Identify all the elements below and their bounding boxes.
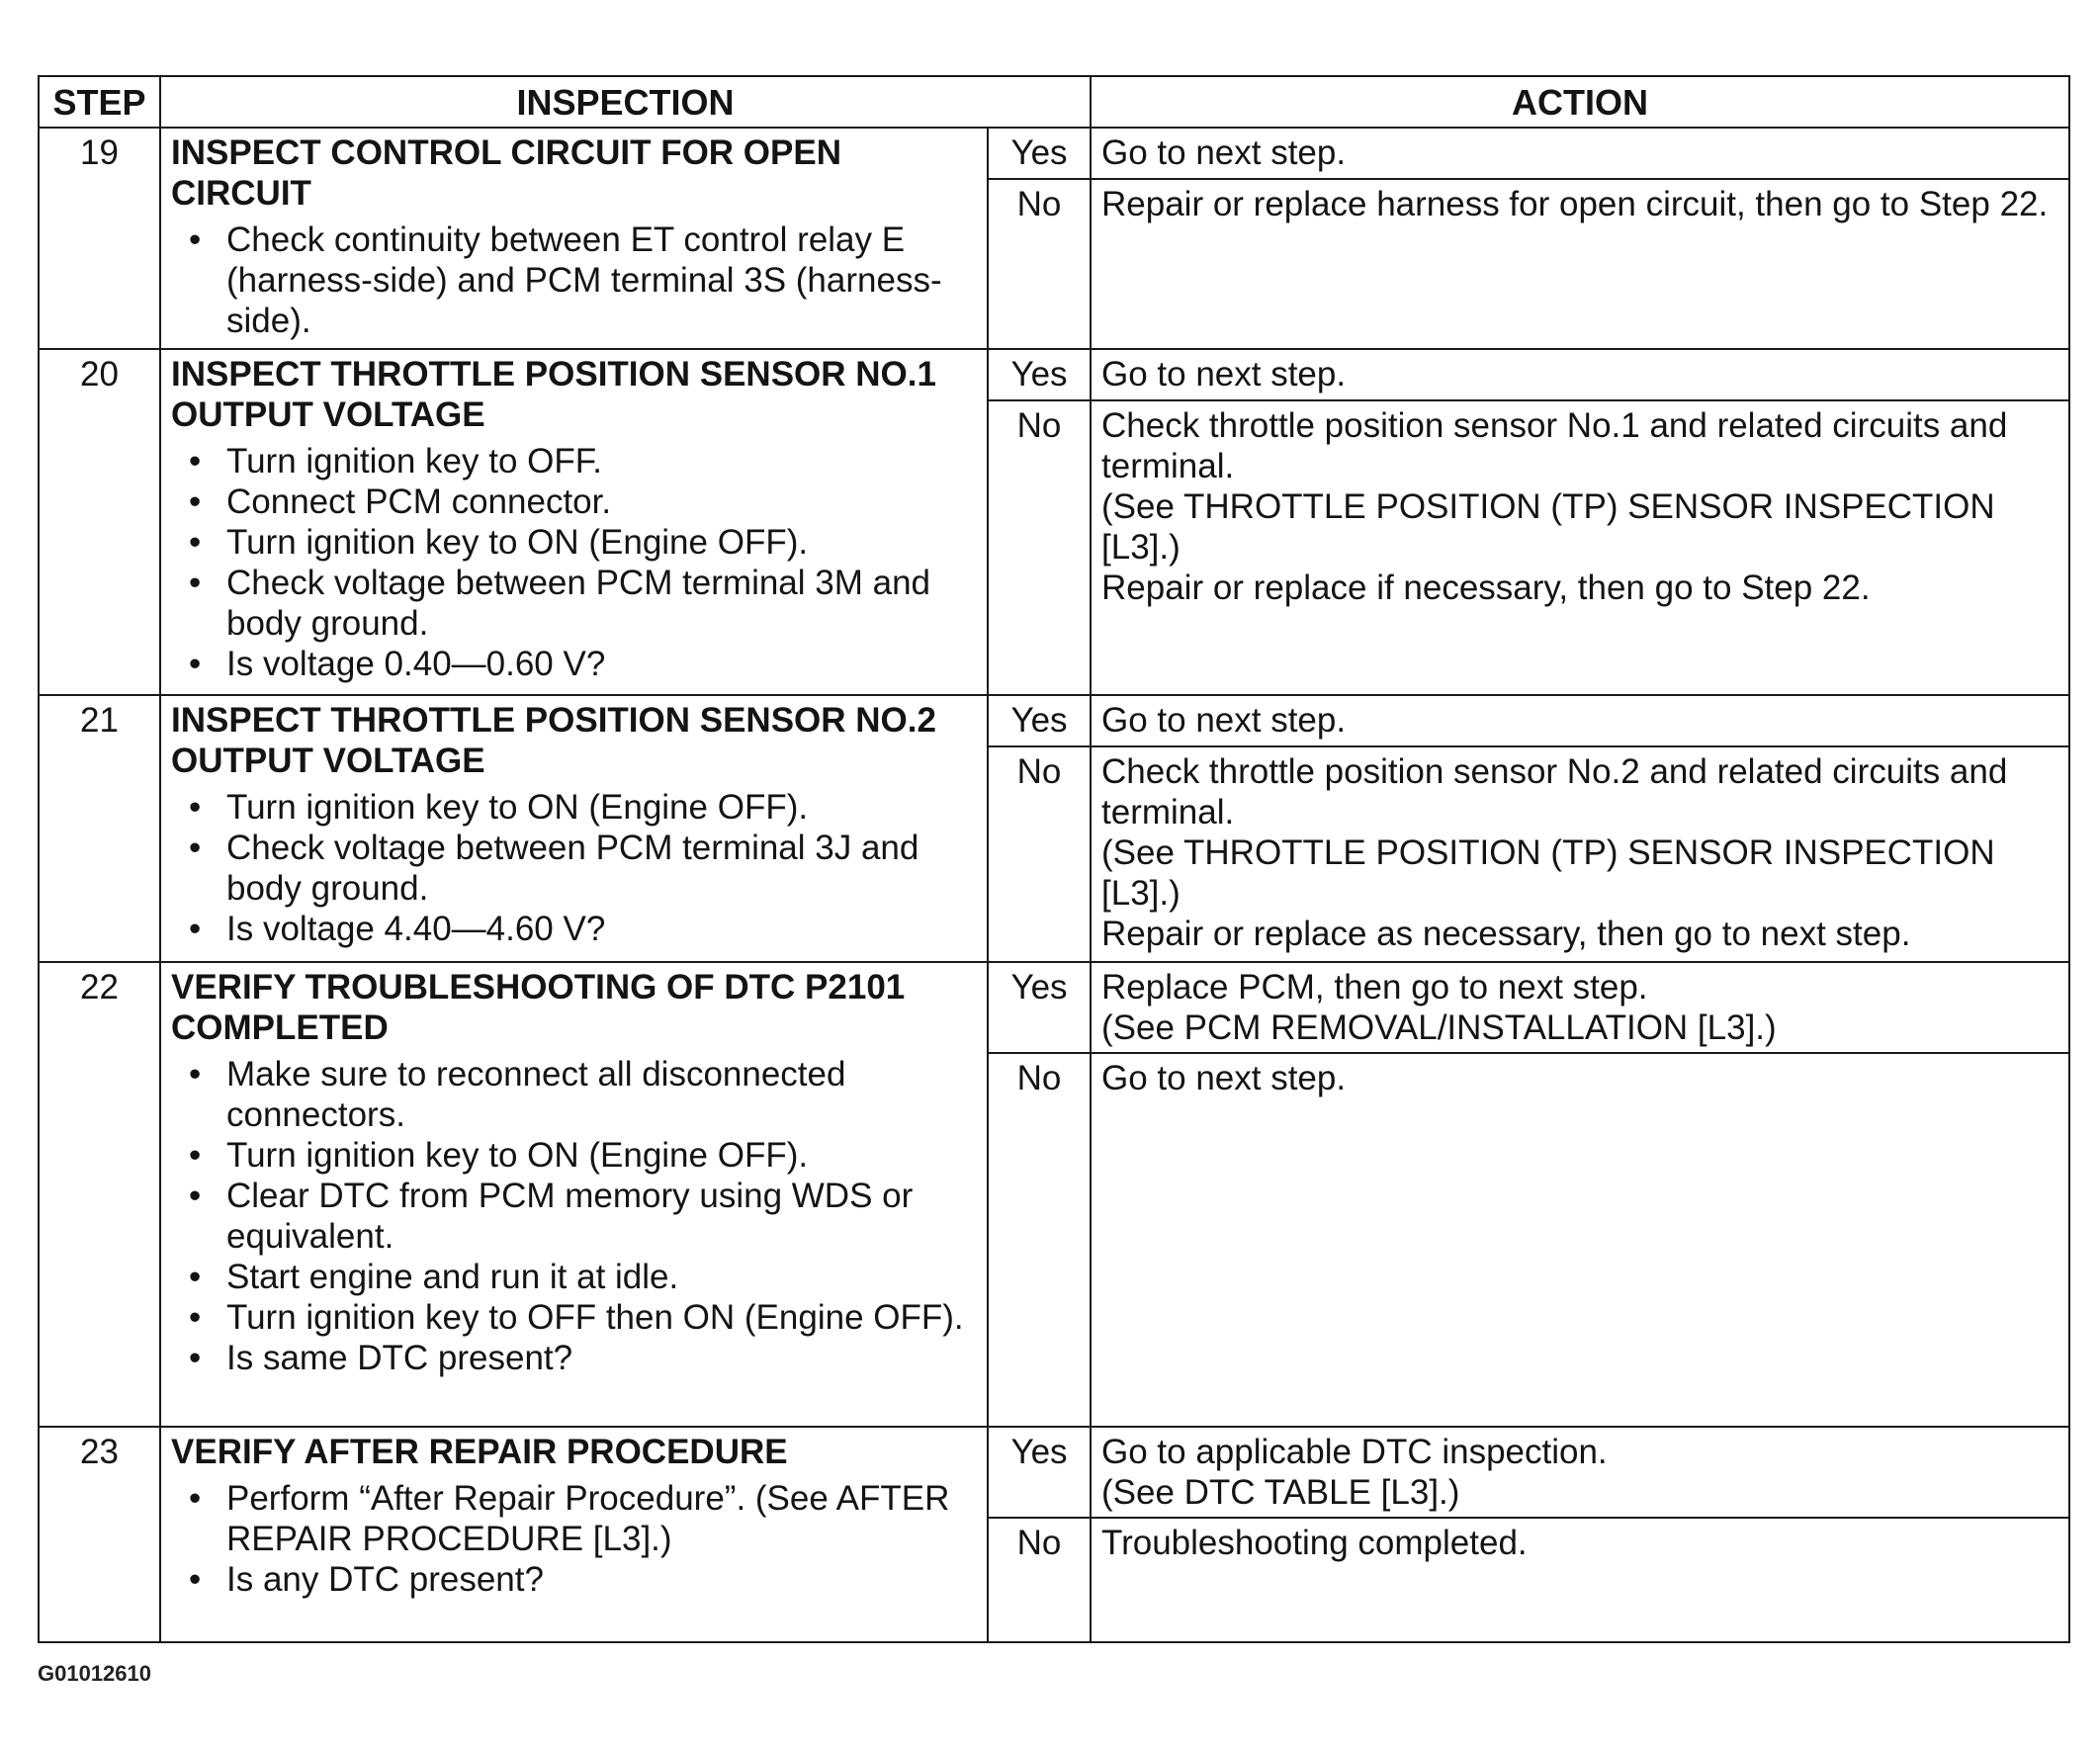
inspection-cell — [160, 695, 988, 962]
yes-label: Yes — [988, 1427, 1091, 1518]
header-row — [39, 76, 2069, 128]
no-action — [1091, 1518, 2069, 1642]
inspection-bullet: • Check continuity between ET control relay E (harness-side) and PCM terminal 3S (harness-side). — [171, 219, 977, 341]
inspection-bullet: • Connect PCM connector. — [171, 481, 977, 522]
table-row — [39, 1427, 2069, 1518]
inspection-title: VERIFY AFTER REPAIR PROCEDURE — [171, 1433, 788, 1471]
table-row — [39, 128, 2069, 179]
inspection-bullet: • Turn ignition key to OFF. — [171, 441, 977, 481]
yes-action — [1091, 695, 2069, 746]
action-line: Troubleshooting completed. — [1101, 1524, 1528, 1562]
yes-action — [1091, 962, 2069, 1053]
inspection-bullets — [171, 787, 977, 949]
inspection-title: INSPECT THROTTLE POSITION SENSOR NO.2 OUTPUT VOLTAGE — [171, 701, 936, 780]
yes-action — [1091, 128, 2069, 179]
action-line: Replace PCM, then go to next step. — [1101, 968, 1648, 1006]
step-number: 23 — [39, 1427, 160, 1642]
inspection-cell — [160, 128, 988, 349]
inspection-bullets — [171, 441, 977, 684]
action-line: (See PCM REMOVAL/INSTALLATION [L3].) — [1101, 1008, 1777, 1047]
figure-id: G01012610 — [38, 1661, 151, 1686]
action-line: Check throttle position sensor No.1 and related circuits and terminal. — [1101, 406, 2008, 485]
inspection-bullet: • Turn ignition key to ON (Engine OFF). — [171, 522, 977, 563]
inspection-bullet: • Make sure to reconnect all disconnected connectors. — [171, 1054, 977, 1135]
action-line: Go to next step. — [1101, 701, 1347, 740]
no-action — [1091, 746, 2069, 962]
no-label: No — [988, 1053, 1091, 1427]
no-label: No — [988, 179, 1091, 349]
inspection-bullet: • Is voltage 4.40—4.60 V? — [171, 909, 977, 949]
no-label: No — [988, 746, 1091, 962]
action-line: Repair or replace harness for open circuit, then go to Step 22. — [1101, 185, 2049, 223]
inspection-bullets — [171, 1054, 977, 1378]
inspection-bullet: • Perform “After Repair Procedure”. (See AFTER REPAIR PROCEDURE [L3].) — [171, 1478, 977, 1559]
inspection-title: INSPECT THROTTLE POSITION SENSOR NO.1 OUTPUT VOLTAGE — [171, 355, 936, 434]
action-line: Check throttle position sensor No.2 and related circuits and terminal. — [1101, 752, 2008, 831]
table-row — [39, 349, 2069, 400]
yes-label: Yes — [988, 695, 1091, 746]
inspection-cell — [160, 349, 988, 695]
inspection-bullet: • Start engine and run it at idle. — [171, 1257, 977, 1297]
action-line: (See DTC TABLE [L3].) — [1101, 1473, 1460, 1512]
yes-action — [1091, 349, 2069, 400]
action-line: Go to next step. — [1101, 355, 1347, 394]
inspection-bullet: • Turn ignition key to ON (Engine OFF). — [171, 1135, 977, 1176]
inspection-bullet: • Clear DTC from PCM memory using WDS or equivalent. — [171, 1176, 977, 1257]
action-line: Go to next step. — [1101, 1059, 1347, 1097]
header-step: STEP — [39, 76, 160, 128]
inspection-bullet: • Turn ignition key to OFF then ON (Engine OFF). — [171, 1297, 977, 1338]
no-label: No — [988, 1518, 1091, 1642]
action-line: Repair or replace as necessary, then go to next step. — [1101, 915, 1911, 953]
table-row — [39, 695, 2069, 746]
inspection-title: INSPECT CONTROL CIRCUIT FOR OPEN CIRCUIT — [171, 133, 841, 213]
no-action — [1091, 1053, 2069, 1427]
yes-action — [1091, 1427, 2069, 1518]
inspection-bullet: • Check voltage between PCM terminal 3J and body ground. — [171, 828, 977, 909]
no-action — [1091, 179, 2069, 349]
inspection-cell — [160, 1427, 988, 1642]
inspection-bullet: • Is same DTC present? — [171, 1338, 977, 1378]
yes-label: Yes — [988, 962, 1091, 1053]
action-line: Repair or replace if necessary, then go to Step 22. — [1101, 569, 1871, 607]
inspection-cell — [160, 962, 988, 1427]
inspection-bullet: • Turn ignition key to ON (Engine OFF). — [171, 787, 977, 828]
header-action: ACTION — [1091, 76, 2069, 128]
inspection-bullet: • Is voltage 0.40—0.60 V? — [171, 644, 977, 684]
no-action — [1091, 400, 2069, 695]
inspection-title: VERIFY TROUBLESHOOTING OF DTC P2101 COMPLETED — [171, 968, 906, 1047]
step-number: 19 — [39, 128, 160, 349]
action-line: (See THROTTLE POSITION (TP) SENSOR INSPECTION [L3].) — [1101, 487, 1995, 567]
step-number: 20 — [39, 349, 160, 695]
table-body — [39, 128, 2069, 1642]
step-number: 21 — [39, 695, 160, 962]
action-line: Go to applicable DTC inspection. — [1101, 1433, 1608, 1471]
inspection-bullet: • Check voltage between PCM terminal 3M and body ground. — [171, 563, 977, 644]
no-label: No — [988, 400, 1091, 695]
inspection-bullets — [171, 1478, 977, 1600]
yes-label: Yes — [988, 349, 1091, 400]
table-row — [39, 962, 2069, 1053]
inspection-bullet: • Is any DTC present? — [171, 1559, 977, 1600]
step-number: 22 — [39, 962, 160, 1427]
troubleshooting-table — [38, 75, 2070, 1643]
action-line: (See THROTTLE POSITION (TP) SENSOR INSPECTION [L3].) — [1101, 833, 1995, 913]
yes-label: Yes — [988, 128, 1091, 179]
header-inspection: INSPECTION — [160, 76, 1091, 128]
inspection-bullets — [171, 219, 977, 341]
action-line: Go to next step. — [1101, 133, 1347, 172]
